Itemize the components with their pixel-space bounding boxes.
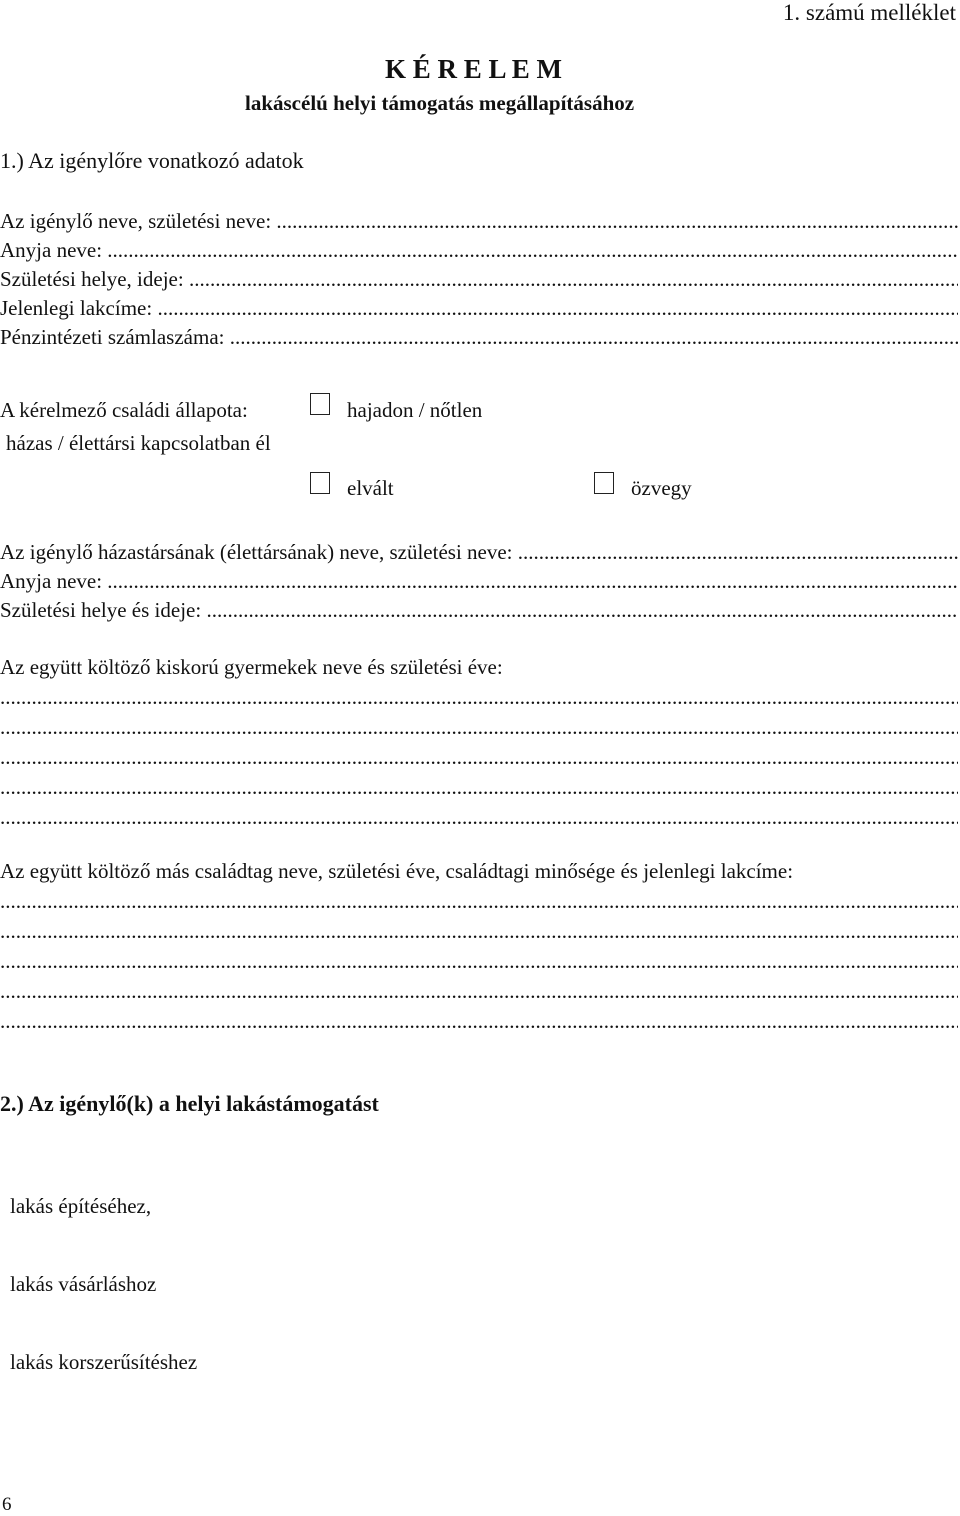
field-birth-place-date[interactable] [0,266,958,292]
children-line[interactable] [0,804,958,830]
field-label: Pénzintézeti számlaszáma: [0,325,230,349]
form-subtitle: lakáscélú helyi támogatás megállapításához [245,91,635,115]
purpose-build: lakás építéséhez, [10,1194,152,1218]
purpose-purchase: lakás vásárláshoz [10,1272,157,1296]
children-line[interactable] [0,684,958,710]
field-label: Születési helye és ideje: [0,598,207,622]
children-line[interactable] [0,774,958,800]
section-2-heading: 2.) Az igénylő(k) a helyi lakástámogatást [0,1091,379,1116]
option-widowed-label: özvegy [631,476,692,500]
field-label: Születési helye, ideje: [0,267,189,291]
field-current-address[interactable] [0,295,958,321]
other-members-line[interactable] [0,978,958,1004]
children-heading: Az együtt költöző kiskorú gyermekek neve és születési éve: [0,655,503,679]
field-label: Az igénylő házastársának (élettársának) neve, születési neve: [0,540,518,564]
field-bank-account[interactable] [0,324,958,350]
field-label: Anyja neve: [0,238,108,262]
field-applicant-name[interactable] [0,208,958,234]
checkbox-divorced[interactable] [310,472,330,494]
other-members-heading: Az együtt költöző más családtag neve, születési éve, családtagi minősége és jelenlegi lakcíme: [0,859,794,883]
field-label: Jelenlegi lakcíme: [0,296,158,320]
field-spouse-name[interactable] [0,539,958,565]
children-line[interactable] [0,744,958,770]
checkbox-widowed[interactable] [594,472,614,494]
field-mother-name[interactable] [0,237,958,263]
field-label: Anyja neve: [0,569,108,593]
other-members-line[interactable] [0,948,958,974]
children-line[interactable] [0,714,958,740]
field-label: Az igénylő neve, születési neve: [0,209,277,233]
option-single-label: hajadon / nőtlen [347,398,483,422]
option-married-label: házas / élettársi kapcsolatban él [6,431,271,455]
marital-status-label: A kérelmező családi állapota: [0,398,248,422]
field-spouse-mother-name[interactable] [0,568,958,594]
other-members-line[interactable] [0,888,958,914]
other-members-line[interactable] [0,918,958,944]
checkbox-single[interactable] [310,393,330,415]
annex-label: 1. számú melléklet [782,0,956,25]
other-members-line[interactable] [0,1008,958,1034]
option-divorced-label: elvált [347,476,394,500]
section-1-heading: 1.) Az igénylőre vonatkozó adatok [0,148,304,173]
purpose-modernize: lakás korszerűsítéshez [10,1350,198,1374]
field-spouse-birth-place-date[interactable] [0,597,958,623]
form-title: K É R E L E M [385,54,563,84]
page-number: 6 [2,1494,12,1515]
